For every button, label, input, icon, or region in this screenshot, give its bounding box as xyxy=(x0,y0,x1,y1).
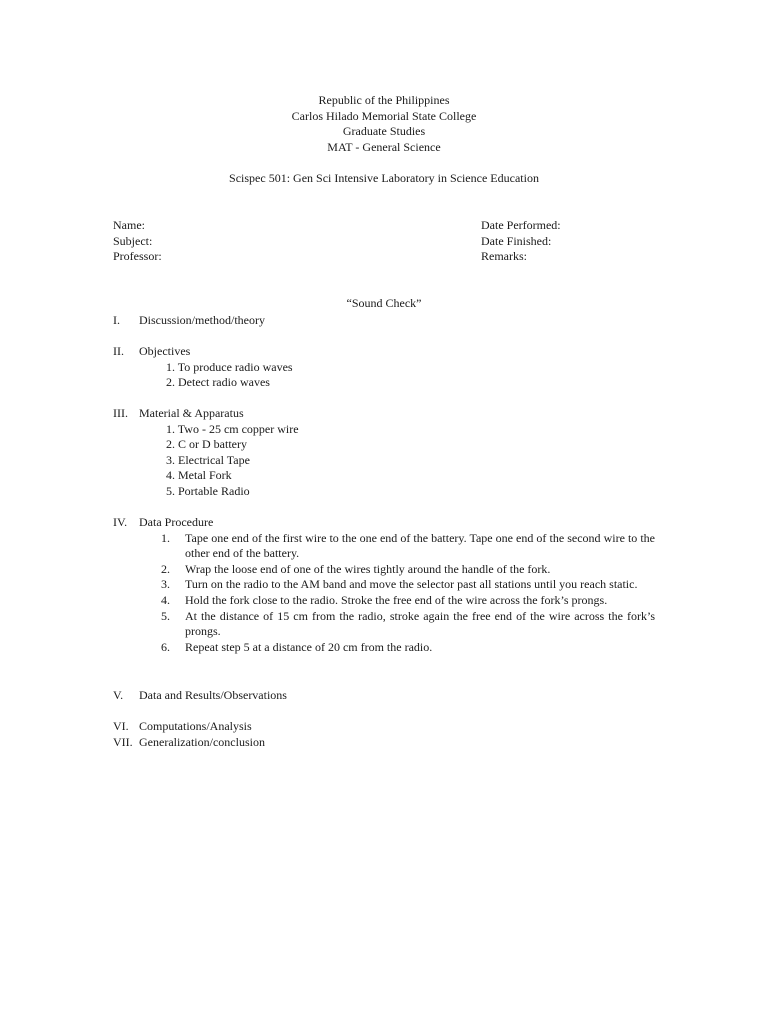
header-country: Republic of the Philippines xyxy=(318,93,450,107)
section-results xyxy=(113,688,673,704)
list-item: 1. To produce radio waves xyxy=(166,359,293,374)
remarks-label: Remarks: xyxy=(481,249,527,264)
list-item: 4. Metal Fork xyxy=(166,468,232,483)
section-procedure xyxy=(113,515,673,655)
section-discussion xyxy=(113,313,673,329)
procedure-step xyxy=(113,640,655,656)
section-label: Data and Results/Observations xyxy=(139,688,287,702)
step-text: Hold the fork close to the radio. Stroke the free end of the wire across the fork’s prongs. xyxy=(185,592,608,607)
document-header xyxy=(0,93,768,155)
header-program: MAT - General Science xyxy=(327,139,441,154)
section-label: Data Procedure xyxy=(139,515,214,529)
step-number: 6. xyxy=(161,639,170,654)
professor-label: Professor: xyxy=(113,249,162,264)
step-text: Wrap the loose end of one of the wires tightly around the handle of the fork. xyxy=(185,561,551,576)
step-number: 4. xyxy=(161,592,170,607)
step-number: 3. xyxy=(161,577,170,592)
section-number: VII. xyxy=(113,735,133,749)
list-item: 3. Electrical Tape xyxy=(166,452,250,467)
section-label: Computations/Analysis xyxy=(139,719,252,733)
procedure-step xyxy=(113,609,655,640)
section-number: V. xyxy=(113,688,124,702)
date-finished-label: Date Finished: xyxy=(481,233,552,248)
list-item: 2. Detect radio waves xyxy=(166,375,270,390)
section-label: Objectives xyxy=(139,344,191,358)
procedure-list xyxy=(113,531,673,656)
section-number: III. xyxy=(113,406,128,420)
materials-list xyxy=(113,422,673,500)
list-item: 5. Portable Radio xyxy=(166,483,250,498)
date-performed-label: Date Performed: xyxy=(481,218,561,232)
procedure-step xyxy=(113,577,655,593)
section-number: IV. xyxy=(113,515,128,529)
procedure-step xyxy=(113,562,655,578)
step-number: 1. xyxy=(161,530,170,545)
section-computations xyxy=(113,719,673,735)
header-department: Graduate Studies xyxy=(342,124,426,139)
experiment-title: “Sound Check” xyxy=(346,296,422,310)
list-item: 2. C or D battery xyxy=(166,437,247,452)
section-number: VI. xyxy=(113,719,129,733)
step-text: Tape one end of the first wire to the one end of the battery. Tape one end of the second wire to the other end of the battery. xyxy=(185,530,655,561)
course-title: Scispec 501: Gen Sci Intensive Laboratory in Science Education xyxy=(229,171,539,185)
info-left-block xyxy=(113,218,162,265)
procedure-step xyxy=(113,593,655,609)
step-number: 2. xyxy=(161,561,170,576)
list-item: 1. Two - 25 cm copper wire xyxy=(166,421,299,436)
section-number: I. xyxy=(113,313,120,327)
section-conclusion xyxy=(113,735,673,751)
step-text: At the distance of 15 cm from the radio, stroke again the free end of the wire across the fork’s prongs. xyxy=(185,608,655,639)
header-college: Carlos Hilado Memorial State College xyxy=(291,108,477,123)
section-number: II. xyxy=(113,344,124,358)
subject-label: Subject: xyxy=(113,233,153,248)
step-text: Repeat step 5 at a distance of 20 cm from the radio. xyxy=(185,639,433,654)
name-label: Name: xyxy=(113,218,145,232)
section-label: Material & Apparatus xyxy=(139,406,244,420)
objectives-list xyxy=(113,360,673,391)
step-text: Turn on the radio to the AM band and move the selector past all stations until you reach static. xyxy=(185,577,638,592)
section-label: Discussion/method/theory xyxy=(139,313,265,327)
section-materials xyxy=(113,406,673,500)
procedure-step xyxy=(113,531,655,562)
info-right-block xyxy=(481,218,561,265)
section-objectives xyxy=(113,344,673,391)
step-number: 5. xyxy=(161,608,170,623)
section-label: Generalization/conclusion xyxy=(139,735,265,749)
